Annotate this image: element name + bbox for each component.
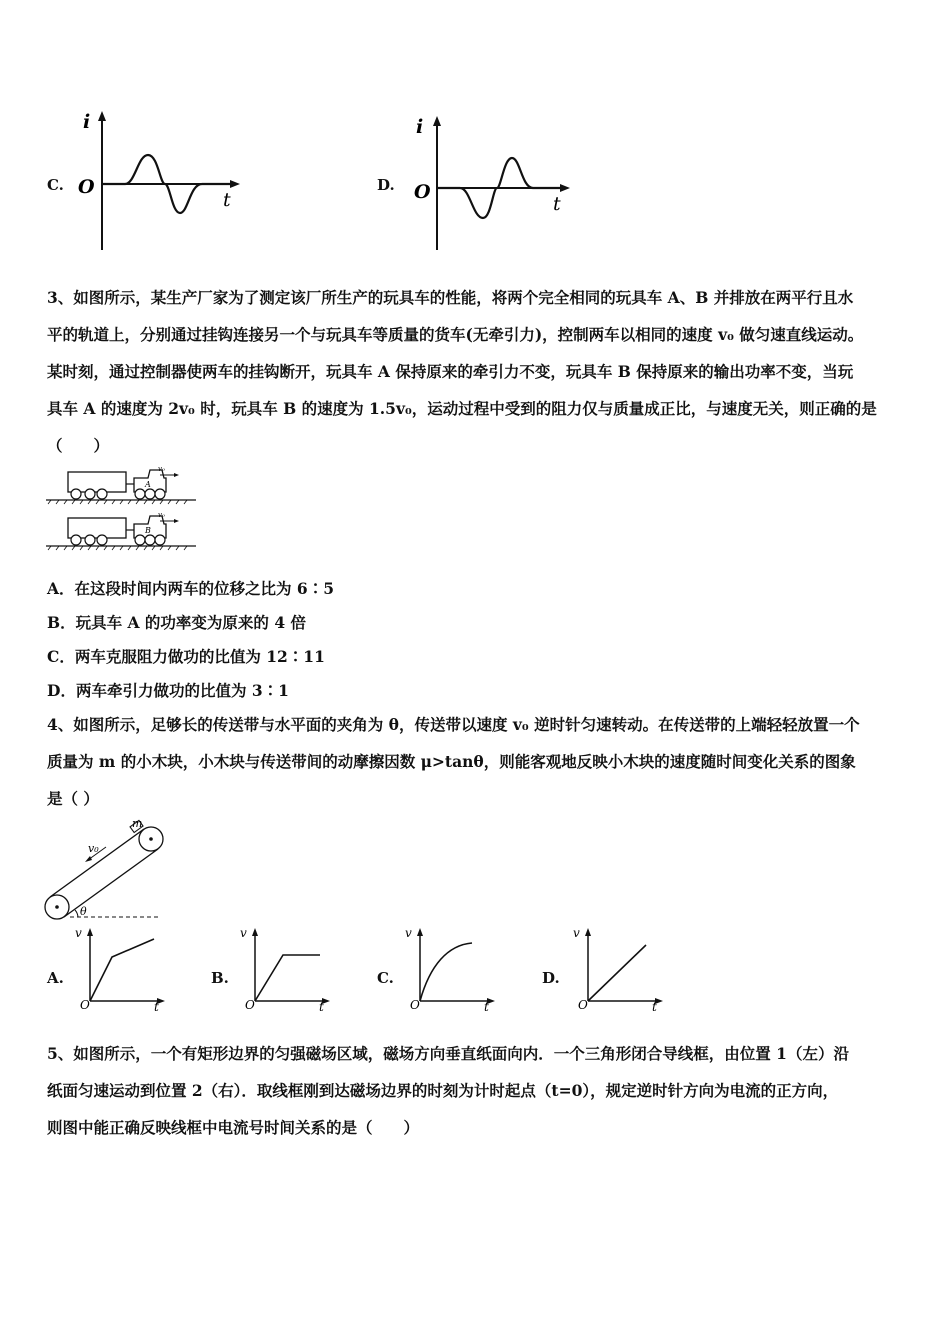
q4-graph-b[interactable] <box>235 925 335 1013</box>
q3-line-3: 某时刻，通过控制器使两车的挂钩断开，玩具车 A 保持原来的牵引力不变，玩具车 B 保持原来的输出功率不变，当玩 <box>47 362 854 381</box>
track-a <box>46 465 196 504</box>
speed-label: v₀ <box>88 842 99 855</box>
graph-d-origin: O <box>578 998 588 1012</box>
q3-option-a[interactable]: A．在这段时间内两车的位移之比为 6∶5 <box>47 579 334 598</box>
graph-d-ylabel: v <box>573 926 580 940</box>
angle-label: θ <box>80 905 87 918</box>
d-xlabel: t <box>553 193 561 215</box>
q4-graph-a[interactable] <box>70 925 170 1013</box>
d-ylabel: i <box>416 116 424 138</box>
graph-option-d <box>405 110 580 255</box>
q3-line-2: 平的轨道上，分别通过挂钩连接另一个与玩具车等质量的货车(无牵引力)，控制两车以相同的速度 v₀ 做匀速直线运动。 <box>47 325 864 344</box>
option-c-letter: C. <box>47 176 64 194</box>
q4-line-3: 是（ ） <box>47 789 99 808</box>
graph-b-origin: O <box>245 998 255 1012</box>
graph-c-ylabel: v <box>405 926 412 940</box>
v-b-label: v₀ <box>158 511 165 519</box>
q3-line-5: （ ） <box>47 436 110 455</box>
q4-line-2: 质量为 m 的小木块，小木块与传送带间的动摩擦因数 μ>tanθ，则能客观地反映小木块的速度随时间变化关系的图象 <box>47 752 856 771</box>
q4-line-1: 4、如图所示，足够长的传送带与水平面的夹角为 θ，传送带以速度 v₀ 逆时针匀速转动。在传送带的上端轻轻放置一个 <box>47 715 860 734</box>
q3-option-b[interactable]: B．玩具车 A 的功率变为原来的 4 倍 <box>47 613 306 632</box>
q5-line-2: 纸面匀速运动到位置 2（右）．取线框刚到达磁场边界的时刻为计时起点（t=0），规定逆时针方向为电流的正方向， <box>47 1081 839 1100</box>
graph-b-ylabel: v <box>240 926 247 940</box>
car-a-label: A <box>145 480 151 489</box>
c-origin: O <box>78 176 95 198</box>
graph-d-xlabel: t <box>652 1000 657 1013</box>
conveyor-figure <box>40 815 170 925</box>
q5-line-3: 则图中能正确反映线框中电流号时间关系的是（ ） <box>47 1118 420 1137</box>
graph-option-c <box>70 105 245 255</box>
graph-b-xlabel: t <box>319 1000 324 1013</box>
graph-a-origin: O <box>80 998 90 1012</box>
graph-a-xlabel: t <box>154 1000 159 1013</box>
c-ylabel: i <box>83 111 91 133</box>
v-a-label: v₀ <box>158 465 165 473</box>
q3-option-c[interactable]: C．两车克服阻力做功的比值为 12∶11 <box>47 647 325 666</box>
q4-graph-b-letter: B. <box>211 969 229 987</box>
q4-graph-c-letter: C. <box>377 969 394 987</box>
q3-line-4: 具车 A 的速度为 2v₀ 时，玩具车 B 的速度为 1.5v₀，运动过程中受到的阻力仅与质量成正比，与速度无关，则正确的是 <box>47 399 877 418</box>
q4-graph-d-letter: D. <box>542 969 560 987</box>
d-origin: O <box>414 181 431 203</box>
q3-option-d[interactable]: D．两车牵引力做功的比值为 3∶1 <box>47 681 289 700</box>
toy-cars-figure <box>44 462 204 554</box>
option-d-letter: D. <box>377 176 395 194</box>
mass-label: m <box>132 817 143 830</box>
graph-c-origin: O <box>410 998 420 1012</box>
graph-c-xlabel: t <box>484 1000 489 1013</box>
q4-graph-c[interactable] <box>400 925 500 1013</box>
track-b <box>46 511 196 550</box>
q5-line-1: 5、如图所示，一个有矩形边界的匀强磁场区域，磁场方向垂直纸面向内．一个三角形闭合导线框，由位置 1（左）沿 <box>47 1044 849 1063</box>
graph-a-ylabel: v <box>75 926 82 940</box>
q3-line-1: 3、如图所示，某生产厂家为了测定该厂所生产的玩具车的性能，将两个完全相同的玩具车 A、B 并排放在两平行且水 <box>47 288 854 307</box>
q4-graph-a-letter: A. <box>47 969 64 987</box>
q4-graph-d[interactable] <box>568 925 668 1013</box>
c-xlabel: t <box>223 189 231 211</box>
car-b-label: B <box>145 526 151 535</box>
